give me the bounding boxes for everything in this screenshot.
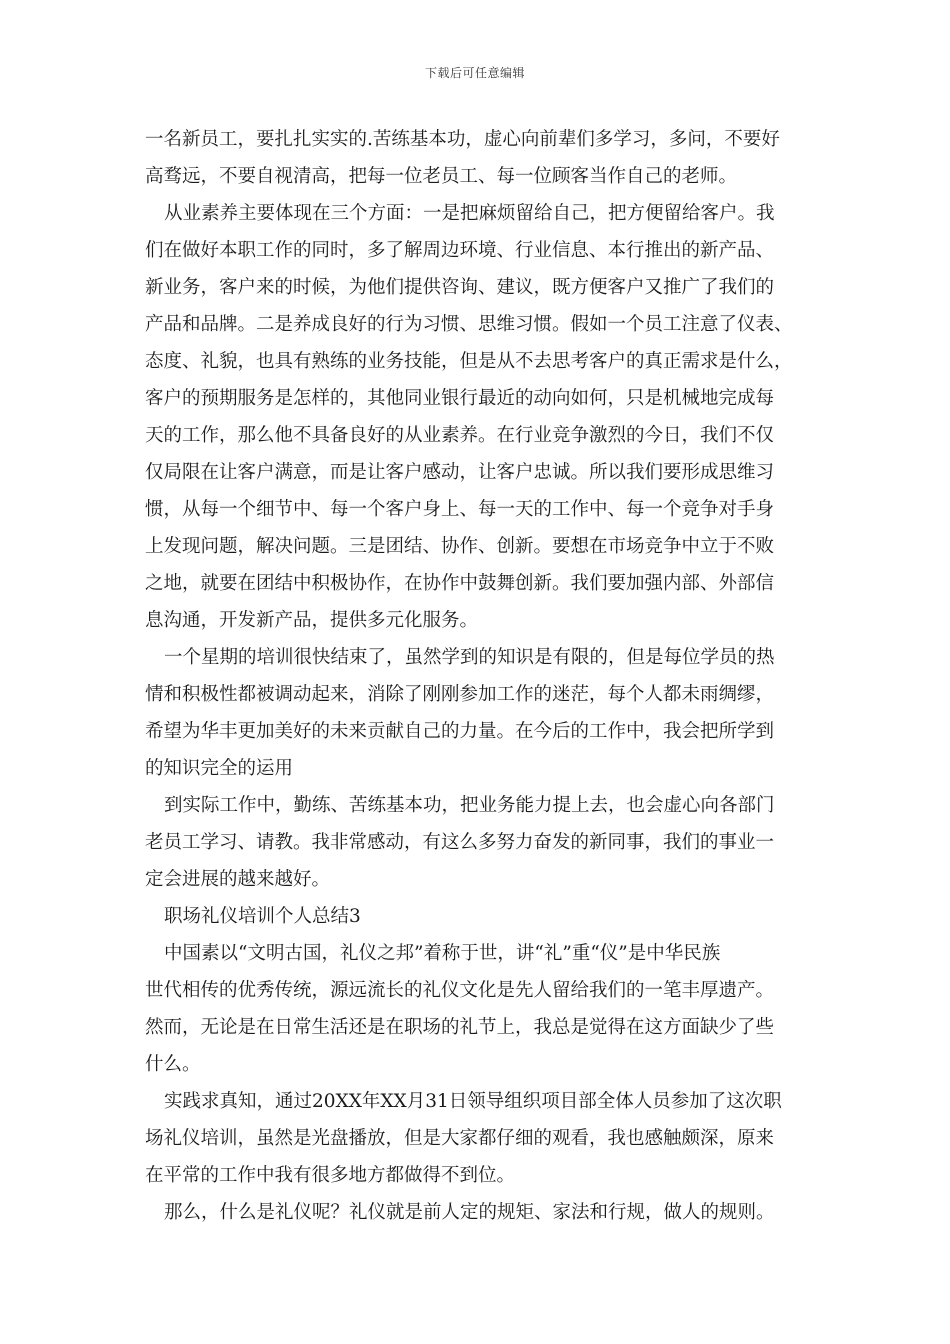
text-line: 天的工作，那么他不具备良好的从业素养。在行业竞争激烈的今日，我们不仅: [145, 425, 775, 446]
text-line: 新业务，客户来的时候，为他们提供咨询、建议，既方便客户又推广了我们的: [145, 277, 775, 298]
text-line: 仅局限在让客户满意，而是让客户感动，让客户忠诚。所以我们要形成思维习: [145, 462, 775, 483]
text-line: 在平常的工作中我有很多地方都做得不到位。: [145, 1165, 516, 1186]
text-line: 从业素养主要体现在三个方面：一是把麻烦留给自己，把方便留给客户。我: [164, 203, 775, 224]
text-line: 实践求真知，通过20XX年XX月31日领导组织项目部全体人员参加了这次职: [164, 1091, 782, 1112]
text-line: 息沟通，开发新产品，提供多元化服务。: [145, 610, 479, 631]
text-line: 中国素以“文明古国，礼仪之邦”着称于世，讲“礼”重“仪”是中华民族: [164, 943, 721, 964]
text-line: 世代相传的优秀传统，源远流长的礼仪文化是先人留给我们的一笔丰厚遗产。: [145, 980, 775, 1001]
text-line: 希望为华丰更加美好的未来贡献自己的力量。在今后的工作中，我会把所学到: [145, 721, 775, 742]
text-line: 之地，就要在团结中积极协作，在协作中鼓舞创新。我们要加强内部、外部信: [145, 573, 775, 594]
text-line: 情和积极性都被调动起来，消除了刚刚参加工作的迷茫，每个人都未雨绸缪，: [145, 684, 775, 705]
text-line: 的知识完全的运用: [145, 758, 294, 779]
text-line: 定会进展的越来越好。: [145, 869, 331, 890]
text-line: 那么，什么是礼仪呢？礼仪就是前人定的规矩、家法和行规，做人的规则。: [164, 1202, 775, 1223]
text-line: 上发现问题，解决问题。三是团结、协作、创新。要想在市场竞争中立于不败: [145, 536, 775, 557]
text-line: 们在做好本职工作的同时，多了解周边环境、行业信息、本行推出的新产品、: [145, 240, 775, 261]
text-line: 老员工学习、请教。我非常感动，有这么多努力奋发的新同事，我们的事业一: [145, 832, 775, 853]
text-line: 一个星期的培训很快结束了，虽然学到的知识是有限的，但是每位学员的热: [164, 647, 775, 668]
text-line: 产品和品牌。二是养成良好的行为习惯、思维习惯。假如一个员工注意了仪表、: [145, 314, 793, 335]
text-line: 客户的预期服务是怎样的，其他同业银行最近的动向如何，只是机械地完成每: [145, 388, 775, 409]
text-line: 态度、礼貌，也具有熟练的业务技能，但是从不去思考客户的真正需求是什么，: [145, 351, 793, 372]
page-header: 下载后可任意编辑: [424, 66, 525, 80]
text-line: 高骛远，不要自视清高，把每一位老员工、每一位顾客当作自己的老师。: [145, 166, 738, 187]
document-body: [145, 121, 810, 1231]
text-line: 什么。: [145, 1054, 201, 1075]
text-line: 惯，从每一个细节中、每一个客户身上、每一天的工作中、每一个竞争对手身: [145, 499, 775, 520]
text-line: 到实际工作中，勤练、苦练基本功，把业务能力提上去，也会虚心向各部门: [164, 795, 775, 816]
text-line: 场礼仪培训，虽然是光盘播放，但是大家都仔细的观看，我也感触颇深，原来: [145, 1128, 775, 1149]
text-line: 职场礼仪培训个人总结3: [164, 906, 361, 927]
text-line: 然而，无论是在日常生活还是在职场的礼节上，我总是觉得在这方面缺少了些: [145, 1017, 775, 1038]
text-line: 一名新员工，要扎扎实实的.苦练基本功，虚心向前辈们多学习，多问，不要好: [145, 129, 780, 150]
